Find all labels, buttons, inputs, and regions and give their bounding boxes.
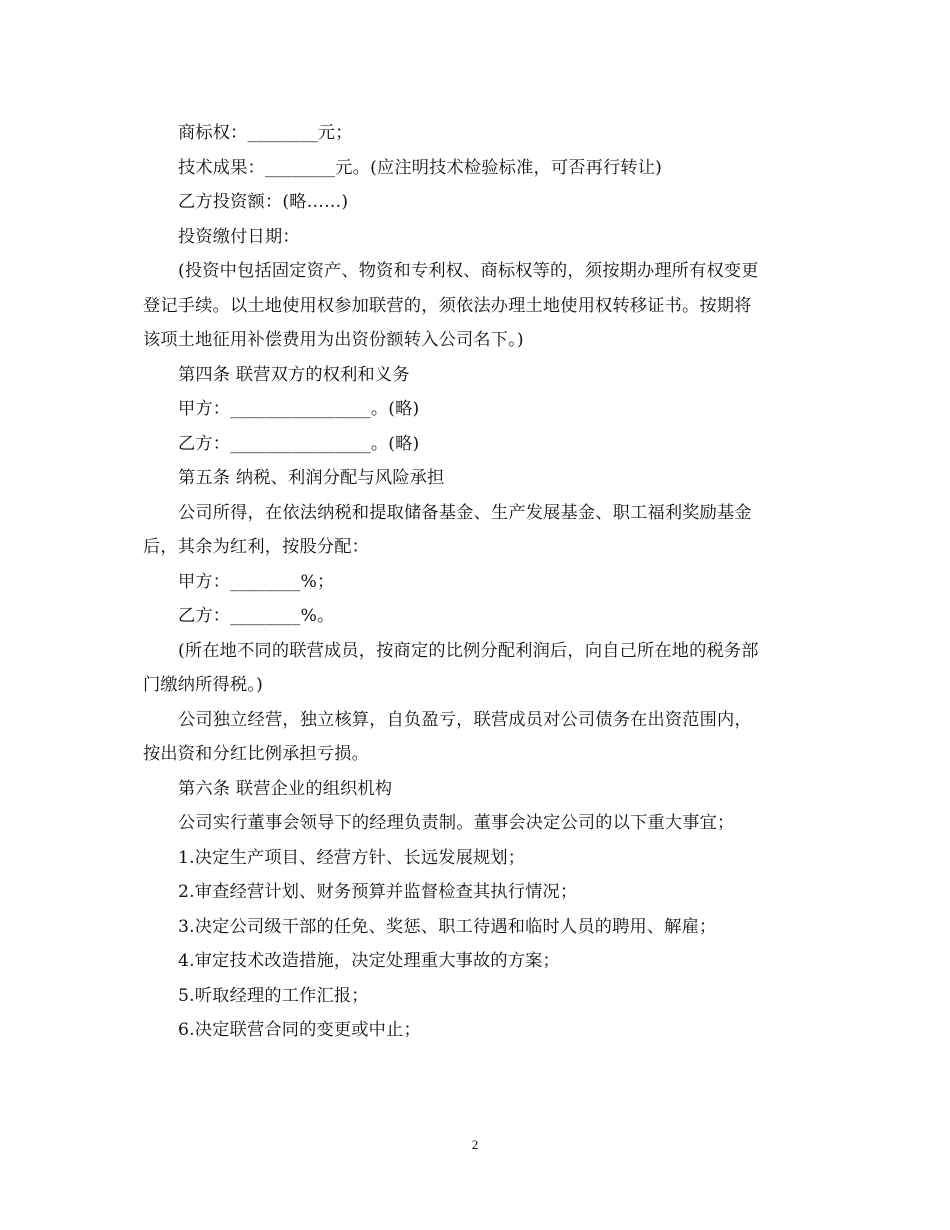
board-item-2: 2.审查经营计划、财务预算并监督检查其执行情况；: [178, 882, 578, 902]
tax-note-line-2: 门缴纳所得税。): [143, 675, 264, 695]
independent-operation-line-1: 公司独立经营，独立核算，自负盈亏，联营成员对公司债务在出资范围内，: [178, 709, 752, 730]
independent-operation-line-2: 按出资和分红比例承担亏损。: [143, 744, 370, 764]
party-b-share-line: 乙方：________%。: [178, 606, 335, 626]
party-a-share-line: 甲方：________%；: [178, 571, 335, 592]
document-body: [143, 116, 813, 1048]
party-a-rights-line: 甲方：________________。(略): [178, 399, 420, 419]
tech-results-line: 技术成果：________元。(应注明技术检验标准，可否再行转让): [178, 157, 663, 178]
article-6-heading: 第六条 联营企业的组织机构: [178, 778, 393, 799]
profit-distribution-line-2: 后，其余为红利，按股分配：: [143, 537, 370, 557]
party-b-investment-line: 乙方投资额：(略……): [178, 192, 349, 212]
investment-payment-date-line: 投资缴付日期：: [178, 226, 300, 247]
investment-note-line-2: 登记手续。以土地使用权参加联营的，须依法办理土地使用权转移证书。按期将: [143, 295, 752, 316]
board-item-3: 3.决定公司级干部的任免、奖惩、职工待遇和临时人员的聘用、解雇；: [178, 916, 717, 937]
investment-note-line-3: 该项土地征用补偿费用为出资份额转入公司名下。): [143, 330, 524, 350]
board-item-5: 5.听取经理的工作汇报；: [178, 985, 369, 1006]
party-b-rights-line: 乙方：________________。(略): [178, 433, 420, 454]
article-4-heading: 第四条 联营双方的权利和义务: [178, 364, 410, 385]
trademark-line: 商标权：________元；: [178, 123, 353, 143]
page-number: 2: [471, 1137, 479, 1152]
board-item-1: 1.决定生产项目、经营方针、长远发展规划；: [178, 847, 526, 868]
profit-distribution-line-1: 公司所得，在依法纳税和提取储备基金、生产发展基金、职工福利奖励基金: [178, 502, 752, 523]
board-responsibility-line: 公司实行董事会领导下的经理负责制。董事会决定公司的以下重大事宜；: [178, 813, 735, 833]
board-item-4: 4.审定技术改造措施，决定处理重大事故的方案；: [178, 951, 560, 971]
board-item-6: 6.决定联营合同的变更或中止；: [178, 1020, 421, 1040]
investment-note-line-1: (投资中包括固定资产、物资和专利权、商标权等的，须按期办理所有权变更: [178, 261, 759, 281]
article-5-heading: 第五条 纳税、利润分配与风险承担: [178, 468, 445, 488]
tax-note-line-1: (所在地不同的联营成员，按商定的比例分配利润后，向自己所在地的税务部: [178, 640, 759, 661]
